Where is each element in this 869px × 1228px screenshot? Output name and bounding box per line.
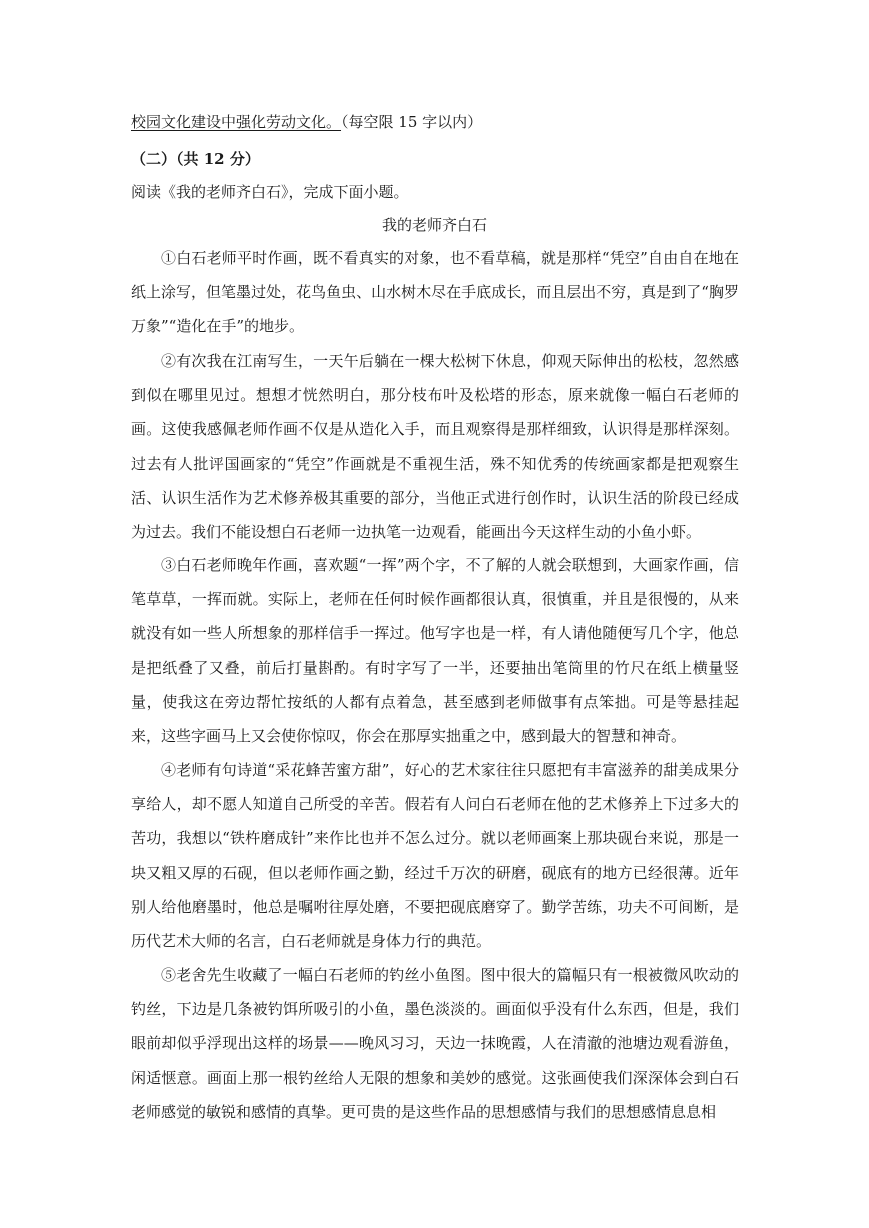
paragraph-2: ②有次我在江南写生，一天午后躺在一棵大松树下休息，仰观天际伸出的松枝，忽然感到似在哪里见过。想想才恍然明白，那分枝布叶及松塔的形态，原来就像一幅白石老师的画。这使我感佩老师作画不仅是从造化入手，而且观察得是那样细致，认识得是那样深刻。过去有人批评国画家的“凭空”作画就是不重视生活，殊不知优秀的传统画家都是把观察生活、认识生活作为艺术修养极其重要的部分，当他正式进行创作时，认识生活的阶段已经成为过去。我们不能设想白石老师一边执笔一边观看，能画出今天这样生动的小鱼小虾。 [131,352,739,542]
word-limit-note: （每空限 15 字以内） [341,113,483,131]
reading-instruction: 阅读《我的老师齐白石》，完成下面小题。 [131,183,409,201]
paragraph-3: ③白石老师晚年作画，喜欢题“一挥”两个字，不了解的人就会联想到，大画家作画，信笔草草，一挥而就。实际上，老师在任何时候作画都很认真，很慎重，并且是很慢的，从来就没有如一些人所想象的那样信手一挥过。他写字也是一样，有人请他随便写几个字，他总是把纸叠了又叠，前后打量斟酌。有时字写了一半，还要抽出笔筒里的竹尺在纸上横量竖量，使我这在旁边帮忙按纸的人都有点着急，甚至感到老师做事有点笨拙。可是等悬挂起来，这些字画马上又会使你惊叹，你会在那厚实拙重之中，感到最大的智慧和神奇。 [131,556,739,746]
top-answer-line [131,112,739,132]
article-title: 我的老师齐白石 [381,216,487,234]
section-header: （二）（共 12 分） [131,150,260,168]
paragraph-1: ①白石老师平时作画，既不看真实的对象，也不看草稿，就是那样“凭空”自由自在地在纸上涂写，但笔墨过处，花鸟鱼虫、山水树木尽在手底成长，而且层出不穷，真是到了“胸罗万象”“造化在手”的地步。 [131,249,739,336]
paragraph-4: ④老师有句诗道“采花蜂苦蜜方甜”，好心的艺术家往往只愿把有丰富滋养的甜美成果分享给人，却不愿人知道自己所受的辛苦。假若有人问白石老师在他的艺术修养上下过多大的苦功，我想以“铁杵磨成针”来作比也并不怎么过分。就以老师画案上那块砚台来说，那是一块又粗又厚的石砚，但以老师作画之勤，经过千万次的研磨，砚底有的地方已经很薄。近年别人给他磨墨时，他总是嘱咐往厚处磨，不要把砚底磨穿了。勤学苦练，功夫不可间断，是历代艺术大师的名言，白石老师就是身体力行的典范。 [131,761,739,951]
underlined-answer-text: 校园文化建设中强化劳动文化。 [131,113,342,131]
paragraph-5: ⑤老舍先生收藏了一幅白石老师的钓丝小鱼图。图中很大的篇幅只有一根被微风吹动的钓丝，下边是几条被钓饵所吸引的小鱼，墨色淡淡的。画面似乎没有什么东西，但是，我们眼前却似乎浮现出这样的场景——晚风习习，天边一抹晚霞，人在清澈的池塘边观看游鱼，闲适惬意。画面上那一根钓丝给人无限的想象和美妙的感觉。这张画使我们深深体会到白石老师感觉的敏锐和感情的真挚。更可贵的是这些作品的思想感情与我们的思想感情息息相 [131,966,739,1121]
